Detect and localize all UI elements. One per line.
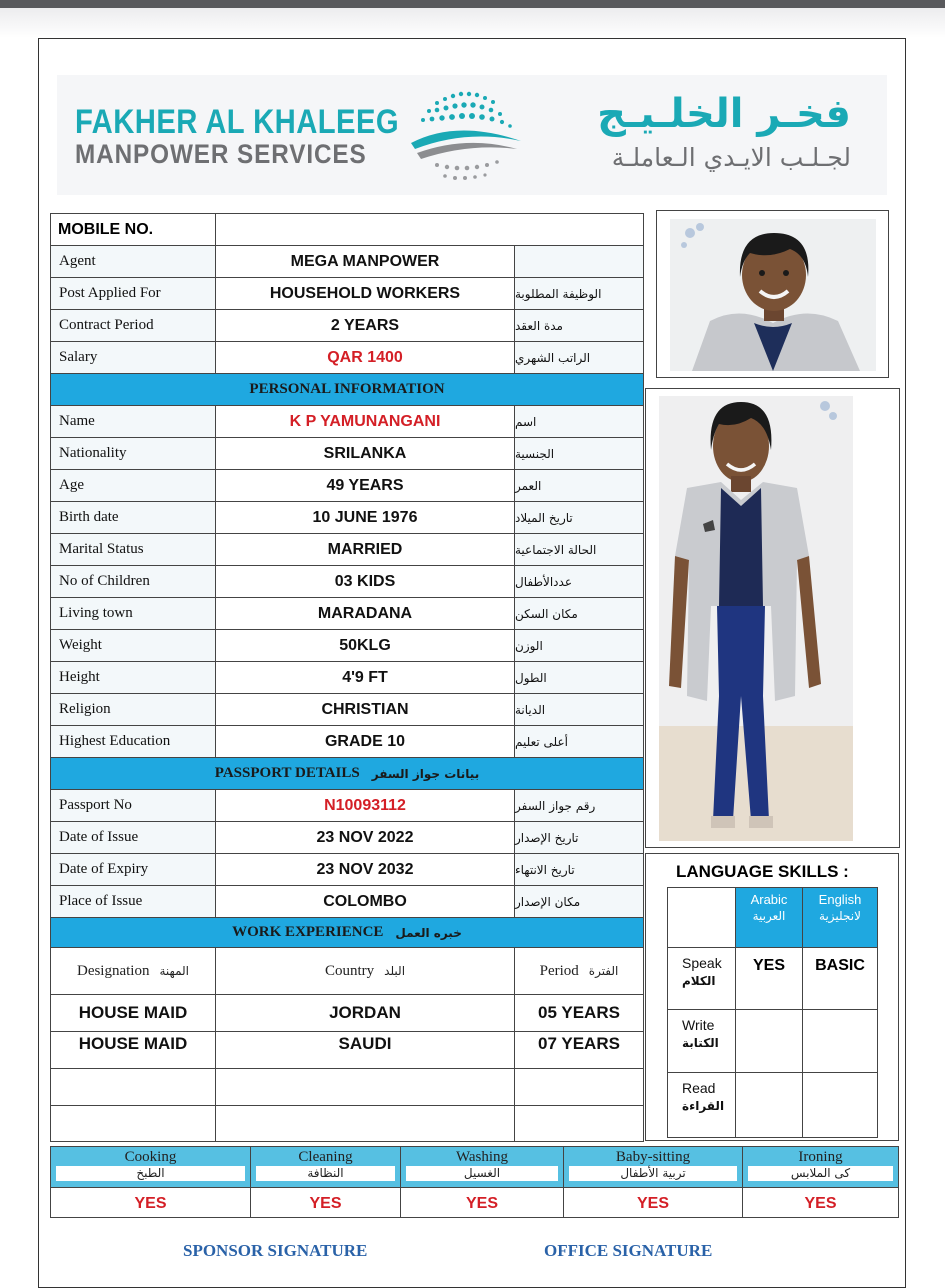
window-top-bar <box>0 0 945 8</box>
company-subtitle-ar: لجـلـب الايـدي الـعاملـة <box>611 143 851 172</box>
row-value: 2 YEARS <box>215 309 515 342</box>
country-header <box>215 947 515 995</box>
skill-label: Ironing <box>798 1149 843 1165</box>
skill-label: Cooking <box>124 1149 177 1165</box>
row-value: MEGA MANPOWER <box>215 245 515 278</box>
skill-cleaning-value: YES <box>250 1187 401 1218</box>
skill-label-ar: تربية الأطفال <box>569 1166 737 1181</box>
row-value: HOUSEHOLD WORKERS <box>215 277 515 310</box>
row-label-ar: تاريخ الميلاد <box>514 501 644 534</box>
header-label-ar: المهنة <box>159 964 189 978</box>
row-label: Agent <box>50 245 216 278</box>
country-cell: SAUDI <box>215 1031 515 1069</box>
language-row-speak <box>667 947 736 1010</box>
row-label: Living town <box>50 597 216 630</box>
skill-ironing-header <box>742 1146 899 1188</box>
row-label-ar: الحالة الاجتماعية <box>514 533 644 566</box>
row-value: 23 NOV 2022 <box>215 821 515 854</box>
speak-english-value: BASIC <box>802 947 878 1010</box>
row-label-ar: رقم جواز السفر <box>514 789 644 822</box>
speak-arabic-value: YES <box>735 947 803 1010</box>
row-value: COLOMBO <box>215 885 515 918</box>
full-body-photo <box>645 388 900 848</box>
column-label: English <box>818 892 862 907</box>
skill-cooking-value: YES <box>50 1187 251 1218</box>
country-cell: JORDAN <box>215 994 515 1032</box>
row-label: Highest Education <box>50 725 216 758</box>
period-header <box>514 947 644 995</box>
section-title: PASSPORT DETAILS <box>214 765 360 781</box>
skill-label-ar: كى الملابس <box>748 1166 893 1181</box>
row-value: 49 YEARS <box>215 469 515 502</box>
row-label-ar: الوظيفة المطلوبة <box>514 277 644 310</box>
sponsor-signature-label: SPONSOR SIGNATURE <box>183 1241 368 1260</box>
period-cell: 07 YEARS <box>514 1031 644 1069</box>
portrait-photo <box>656 210 889 378</box>
row-value: 4'9 FT <box>215 661 515 694</box>
row-label: No of Children <box>50 565 216 598</box>
language-row-write <box>667 1009 736 1073</box>
skill-label-ar: النظافة <box>256 1166 395 1181</box>
company-subtitle-en: MANPOWER SERVICES <box>75 139 367 169</box>
write-english-value <box>802 1009 878 1073</box>
row-label: Speak <box>682 955 722 971</box>
row-label-ar <box>514 245 644 278</box>
row-value: 50KLG <box>215 629 515 662</box>
row-label-ar: تاريخ الإصدار <box>514 821 644 854</box>
header-label: Period <box>539 962 579 979</box>
row-label: Write <box>682 1017 715 1033</box>
row-label-ar: الكتابة <box>682 1036 719 1050</box>
write-arabic-value <box>735 1009 803 1073</box>
column-label-ar: العربية <box>752 909 786 923</box>
designation-cell: HOUSE MAID <box>50 994 216 1032</box>
skill-cleaning-header <box>250 1146 401 1188</box>
row-label: Marital Status <box>50 533 216 566</box>
row-label-ar: القراءة <box>682 1099 725 1113</box>
window-top-shadow <box>0 8 945 38</box>
column-label-ar: لانجليزية <box>819 909 861 923</box>
row-value: GRADE 10 <box>215 725 515 758</box>
skill-label: Washing <box>455 1149 509 1165</box>
skill-label-ar: الطبخ <box>56 1166 245 1181</box>
row-label: Nationality <box>50 437 216 470</box>
mobile-label: MOBILE NO. <box>50 213 216 246</box>
mobile-value <box>215 213 644 246</box>
row-value: MARADANA <box>215 597 515 630</box>
country-cell <box>215 1068 515 1106</box>
row-value: 23 NOV 2032 <box>215 853 515 886</box>
row-label-ar: مدة العقد <box>514 309 644 342</box>
portrait-photo-icon <box>670 219 876 371</box>
section-title-ar: بيانات جواز السفر <box>371 766 480 781</box>
row-label-ar: اسم <box>514 405 644 438</box>
country-cell <box>215 1105 515 1142</box>
row-label: Birth date <box>50 501 216 534</box>
row-value: CHRISTIAN <box>215 693 515 726</box>
row-label: Religion <box>50 693 216 726</box>
language-corner-cell <box>667 887 736 948</box>
header-label-ar: البلد <box>384 964 406 978</box>
header-label-ar: الفترة <box>588 964 619 978</box>
row-label-ar: العمر <box>514 469 644 502</box>
designation-header <box>50 947 216 995</box>
row-label-ar: الديانة <box>514 693 644 726</box>
row-label-ar: الجنسية <box>514 437 644 470</box>
row-label: Passport No <box>50 789 216 822</box>
row-label: Contract Period <box>50 309 216 342</box>
skill-babysitting-header <box>563 1146 743 1188</box>
designation-cell <box>50 1105 216 1142</box>
full-body-photo-icon <box>659 396 853 841</box>
row-value: SRILANKA <box>215 437 515 470</box>
salary-value: QAR 1400 <box>215 341 515 374</box>
header-label: Designation <box>76 962 150 979</box>
row-label-ar: مكان السكن <box>514 597 644 630</box>
row-label: Post Applied For <box>50 277 216 310</box>
company-name-en: FAKHER AL KHALEEG <box>75 103 400 141</box>
header-label: Country <box>324 962 375 979</box>
designation-cell: HOUSE MAID <box>50 1031 216 1069</box>
name-value: K P YAMUNANGANI <box>215 405 515 438</box>
column-label: Arabic <box>750 892 788 907</box>
passport-details-header <box>50 757 644 790</box>
company-name-ar: فخـر الخلـيـج <box>597 91 851 137</box>
work-experience-header <box>50 917 644 948</box>
row-label: Read <box>682 1080 716 1096</box>
row-label: Weight <box>50 629 216 662</box>
row-value: MARRIED <box>215 533 515 566</box>
row-label-ar: الوزن <box>514 629 644 662</box>
passport-number-value: N10093112 <box>215 789 515 822</box>
skill-label-ar: الغسيل <box>406 1166 558 1181</box>
period-cell <box>514 1068 644 1106</box>
personal-info-header <box>50 373 644 406</box>
row-label: Place of Issue <box>50 885 216 918</box>
read-english-value <box>802 1072 878 1138</box>
row-label-ar: الطول <box>514 661 644 694</box>
row-label-ar: عددالأطفال <box>514 565 644 598</box>
office-signature-label: OFFICE SIGNATURE <box>544 1241 713 1260</box>
row-label-ar: مكان الإصدار <box>514 885 644 918</box>
section-title: PERSONAL INFORMATION <box>249 381 445 397</box>
skill-ironing-value: YES <box>742 1187 899 1218</box>
skill-label: Cleaning <box>298 1149 353 1165</box>
language-row-read <box>667 1072 736 1138</box>
designation-cell <box>50 1068 216 1106</box>
row-value: 03 KIDS <box>215 565 515 598</box>
row-label-ar: أعلى تعليم <box>514 725 644 758</box>
globe-logo-icon <box>407 83 525 187</box>
period-cell: 05 YEARS <box>514 994 644 1032</box>
row-value: 10 JUNE 1976 <box>215 501 515 534</box>
row-label: Age <box>50 469 216 502</box>
skill-babysitting-value: YES <box>563 1187 743 1218</box>
row-label: Date of Issue <box>50 821 216 854</box>
row-label-ar: تاريخ الانتهاء <box>514 853 644 886</box>
row-label: Name <box>50 405 216 438</box>
skill-washing-value: YES <box>400 1187 564 1218</box>
read-arabic-value <box>735 1072 803 1138</box>
row-label-ar: الكلام <box>682 974 716 988</box>
period-cell <box>514 1105 644 1142</box>
row-label-ar: الراتب الشهري <box>514 341 644 374</box>
language-column-english <box>802 887 878 948</box>
skill-cooking-header <box>50 1146 251 1188</box>
language-skills-title: LANGUAGE SKILLS : <box>676 862 849 881</box>
language-column-arabic <box>735 887 803 948</box>
skill-label: Baby-sitting <box>615 1149 691 1165</box>
company-header <box>57 75 887 195</box>
row-label: Salary <box>50 341 216 374</box>
section-title-ar: خبره العمل <box>395 925 462 940</box>
skill-washing-header <box>400 1146 564 1188</box>
section-title: WORK EXPERIENCE <box>232 924 384 940</box>
row-label: Height <box>50 661 216 694</box>
row-label: Date of Expiry <box>50 853 216 886</box>
